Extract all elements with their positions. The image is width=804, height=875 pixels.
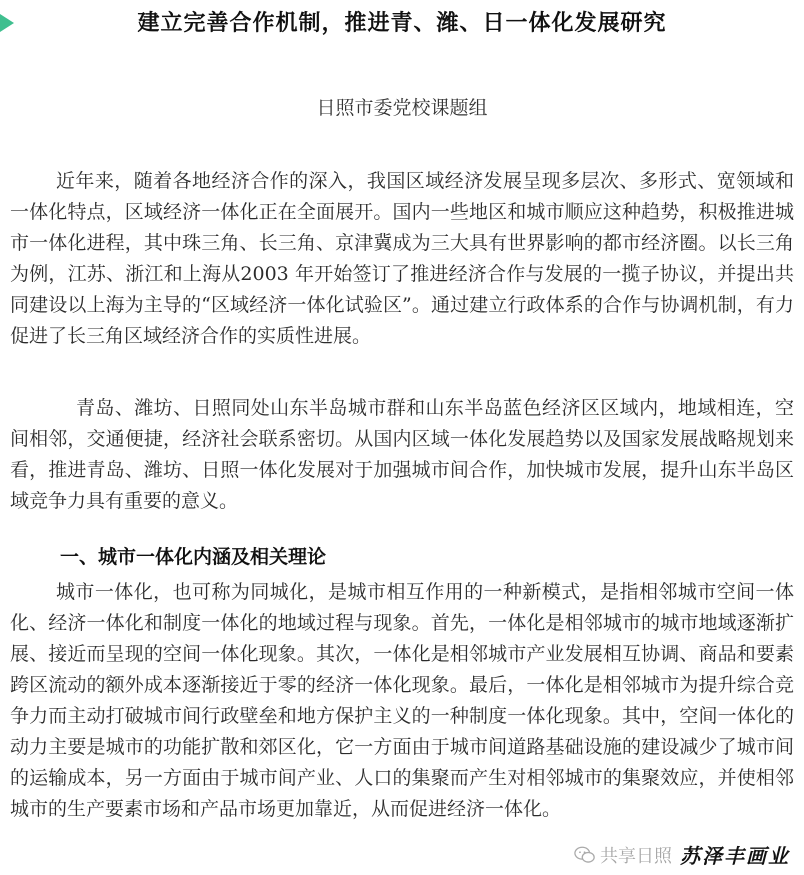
paragraph-section-1: 城市一体化，也可称为同城化，是城市相互作用的一种新模式，是指相邻城市空间一体化、经济一体化和制度一体化的地域过程与现象。首先，一体化是相邻城市的城市地域逐渐扩展、接近而呈现的空间一体化现象。其次，一体化是相邻城市产业发展相互协调、商品和要素跨区流动的额外成本逐渐接近于零的经济一体化现象。最后，一体化是相邻城市为提升综合竞争力而主动打破城市间行政壁垒和地方保护主义的一种制度一体化现象。其中，空间一体化的动力主要是城市的功能扩散和郊区化，它一方面由于城市间道路基础设施的建设减少了城市间的运输成本，另一方面由于城市间产业、人口的集聚而产生对相邻城市的集聚效应，并使相邻城市的生产要素市场和产品市场更加靠近，从而促进经济一体化。 [10,581,794,820]
paragraph-region: 青岛、潍坊、日照同处山东半岛城市群和山东半岛蓝色经济区区域内，地域相连，空间相邻，交通便捷，经济社会联系密切。从国内区域一体化发展趋势以及国家发展战略规划来看，推进青岛、潍坊、日照一体化发展对于加强城市间合作，加快城市发展，提升山东半岛区域竞争力具有重要的意义。 [10,397,794,512]
watermark-brand: 苏泽丰画业 [676,840,794,869]
article-title: 建立完善合作机制，推进青、潍、日一体化发展研究 [137,11,667,36]
section-heading: 一、城市一体化内涵及相关理论 [60,546,327,568]
article-author: 日照市委党校课题组 [316,97,488,119]
watermark [574,840,794,869]
paragraph-intro: 近年来，随着各地经济合作的深入，我国区域经济发展呈现多层次、多形式、宽领域和一体化特点，区域经济一体化正在全面展开。国内一些地区和城市顺应这种趋势，积极推进城市一体化进程，其中珠三角、长三角、京津冀成为三大具有世界影响的都市经济圈。以长三角为例，江苏、浙江和上海从2003 年开始签订了推进经济合作与发展的一揽子协议，并提出共同建设以上海为主导的“区域经济一体化试验区”。通过建立行政体系的合作与协调机制，有力促进了长三角区域经济合作的实质性进展。 [10,170,794,347]
watermark-account: 共享日照 [600,845,672,867]
wechat-icon [574,844,596,866]
